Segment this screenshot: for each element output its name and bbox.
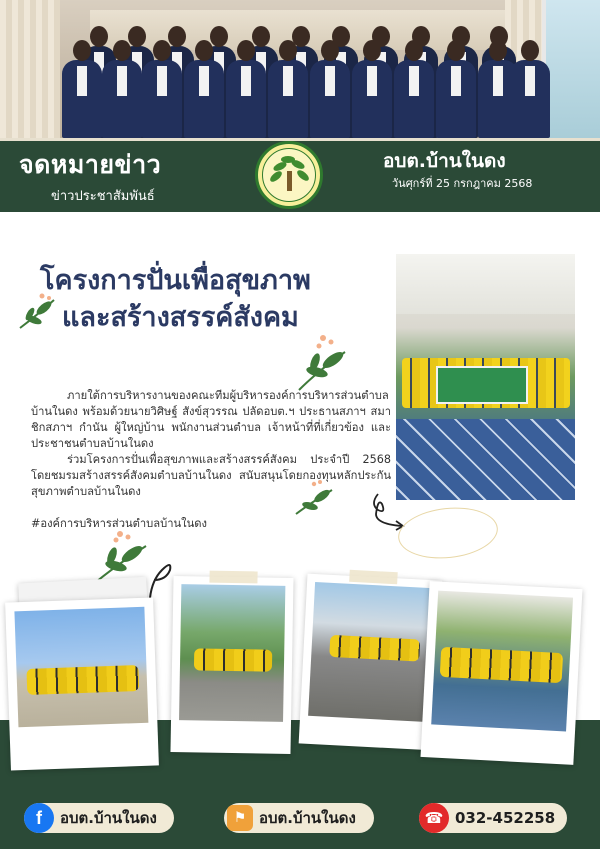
event-photo-main	[396, 254, 575, 500]
page-link[interactable]	[224, 803, 374, 833]
issue-date: วันศุกร์ที่ 25 กรกฎาคม 2568	[392, 177, 533, 190]
newsletter-subtitle: ข่าวประชาสัมพันธ์	[51, 189, 155, 204]
newsletter-title: จดหมายข่าว	[19, 150, 162, 179]
facebook-icon: f	[24, 803, 54, 833]
event-photo-group	[14, 607, 148, 727]
people-group	[62, 18, 542, 138]
organization-seal-logo	[255, 141, 323, 209]
header-band	[0, 138, 600, 212]
tent-roof	[396, 254, 575, 314]
curtain-left	[0, 0, 60, 138]
phone-number: 032-452258	[455, 809, 556, 827]
organization-name: อบต.บ้านในดง	[383, 150, 506, 172]
window	[542, 0, 600, 138]
article-body	[31, 388, 391, 500]
event-photo-cyclists	[179, 584, 285, 722]
header-stripe	[0, 138, 600, 141]
facebook-label: อบต.บ้านในดง	[60, 809, 157, 827]
article-paragraph-2: ร่วมโครงการปั่นเพื่อสุขภาพและสร้างสรรค์สังคม ประจำปี 2568 โดยชมรมสร้างสรรค์สังคมตำบลบ้านในดง สนับสนุนโดยกองทุนหลักประกันสุขภาพตำบลบ้านในดง	[31, 453, 391, 498]
decorative-ring	[396, 503, 501, 563]
tape	[209, 571, 257, 584]
leaf-sprig-icon	[293, 330, 353, 394]
article-title-line1: โครงการปั่นเพื่อสุขภาพ	[40, 265, 311, 296]
photo-frame-group	[5, 597, 159, 770]
article-paragraph-1: ภายใต้การบริหารงานของคณะทีมผู้บริหารองค์การบริหารส่วนตำบลบ้านในดง พร้อมด้วยนายวิศิษฐ์ สังข์สุวรรณ ปลัดอบต.ฯ ประธานสภาฯ สมาชิกสภาฯ กำนัน ผู้ใหญ่บ้าน พนักงานส่วนตำบล เจ้าหน้าที่ที่เกี่ยวข้อง และประชาชนตำบลบ้านในดง	[31, 389, 391, 450]
photo-frame-cyclists	[170, 576, 293, 754]
team-photo	[0, 0, 600, 138]
article-title-line2: และสร้างสรรค์สังคม	[62, 302, 299, 333]
photo-frame-ride	[299, 574, 443, 751]
facebook-link[interactable]	[24, 803, 174, 833]
event-photo-tent	[431, 591, 573, 732]
event-banner	[436, 366, 528, 404]
tape	[349, 570, 398, 584]
photo-frame-tent	[420, 581, 582, 765]
phone-icon: ☎	[419, 803, 449, 833]
page-label: อบต.บ้านในดง	[259, 809, 356, 827]
event-photo-ride	[308, 582, 434, 722]
hashtag: #องค์การบริหารส่วนตำบลบ้านในดง	[31, 517, 208, 530]
phone-link[interactable]	[419, 803, 567, 833]
tiled-floor	[396, 419, 575, 500]
flag-page-icon: ⚑	[227, 805, 253, 831]
article-title	[40, 262, 380, 336]
